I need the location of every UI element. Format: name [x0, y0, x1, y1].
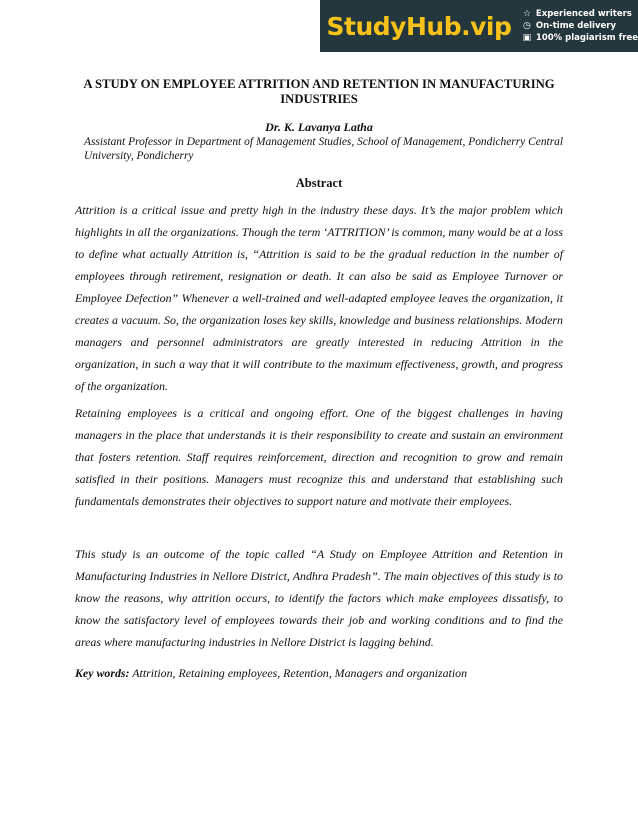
feature-label: 100% plagiarism free — [535, 33, 638, 43]
keywords — [75, 662, 563, 684]
keywords-text: Attrition, Retaining employees, Retention, Managers and organization — [129, 666, 468, 680]
paper-title: A STUDY ON EMPLOYEE ATTRITION AND RETENTION IN MANUFACTURING INDUSTRIES — [83, 77, 555, 106]
abstract-paragraph-2: Retaining employees is a critical and ongoing effort. One of the biggest challenges in having managers in the place that understands it is their responsibility to create and sustain an environment that fosters retention. Staff requires reinforcement, direction and recognition to grow and remain satisfied in their positions. Managers must recognize this and understand that establishing such fundamentals demonstrates their objectives to support nature and motivate their employees. — [75, 406, 563, 508]
studyhub-banner[interactable] — [320, 0, 638, 52]
abstract-paragraph-3: This study is an outcome of the topic called “A Study on Employee Attrition and Retention in Manufacturing Industries in Nellore District, Andhra Pradesh”. The main objectives of this study is to know the reasons, why attrition occurs, to identify the factors which make employees dissatisfy, to know the satisfactory level of employees towards their job and working conditions and to find the areas where manufacturing industries in Nellore District is lagging behind. — [75, 547, 563, 649]
feature-on-time-delivery — [522, 21, 638, 31]
studyhub-logo[interactable]: StudyHub.vip — [326, 11, 512, 41]
author-name: Dr. K. Lavanya Latha — [265, 120, 373, 134]
feature-label: Experienced writers — [535, 9, 632, 19]
document-icon: ▣ — [522, 33, 532, 43]
star-icon: ☆ — [522, 9, 531, 19]
abstract-paragraph-1: Attrition is a critical issue and pretty high in the industry these days. It’s the major problem which highlights in all the organizations. Though the term ‘ATTRITION’ is common, many would be at a loss to define what actually Attrition is, “Attrition is said to be the gradual reduction in the number of employees through retirement, resignation or death. It can also be said as Employee Turnover or Employee Defection” Whenever a well-trained and well-adapted employee leaves the organization, it creates a vacuum. So, the organization loses key skills, knowledge and business relationships. Modern managers and personnel administrators are greatly interested in reducing Attrition in the organization, in such a way that it will contribute to the maximum effectiveness, growth, and progress of the organization. — [75, 203, 563, 393]
banner-features — [518, 0, 638, 52]
feature-label: On-time delivery — [535, 21, 616, 31]
clock-icon: ◷ — [522, 21, 531, 31]
keywords-label: Key words: — [75, 666, 130, 680]
feature-experienced-writers — [522, 9, 638, 19]
feature-plagiarism-free — [522, 33, 638, 43]
author-affiliation: Assistant Professor in Department of Management Studies, School of Management, Pondicherry Central University, Pondicherry — [84, 136, 563, 162]
abstract-heading: Abstract — [295, 176, 343, 190]
